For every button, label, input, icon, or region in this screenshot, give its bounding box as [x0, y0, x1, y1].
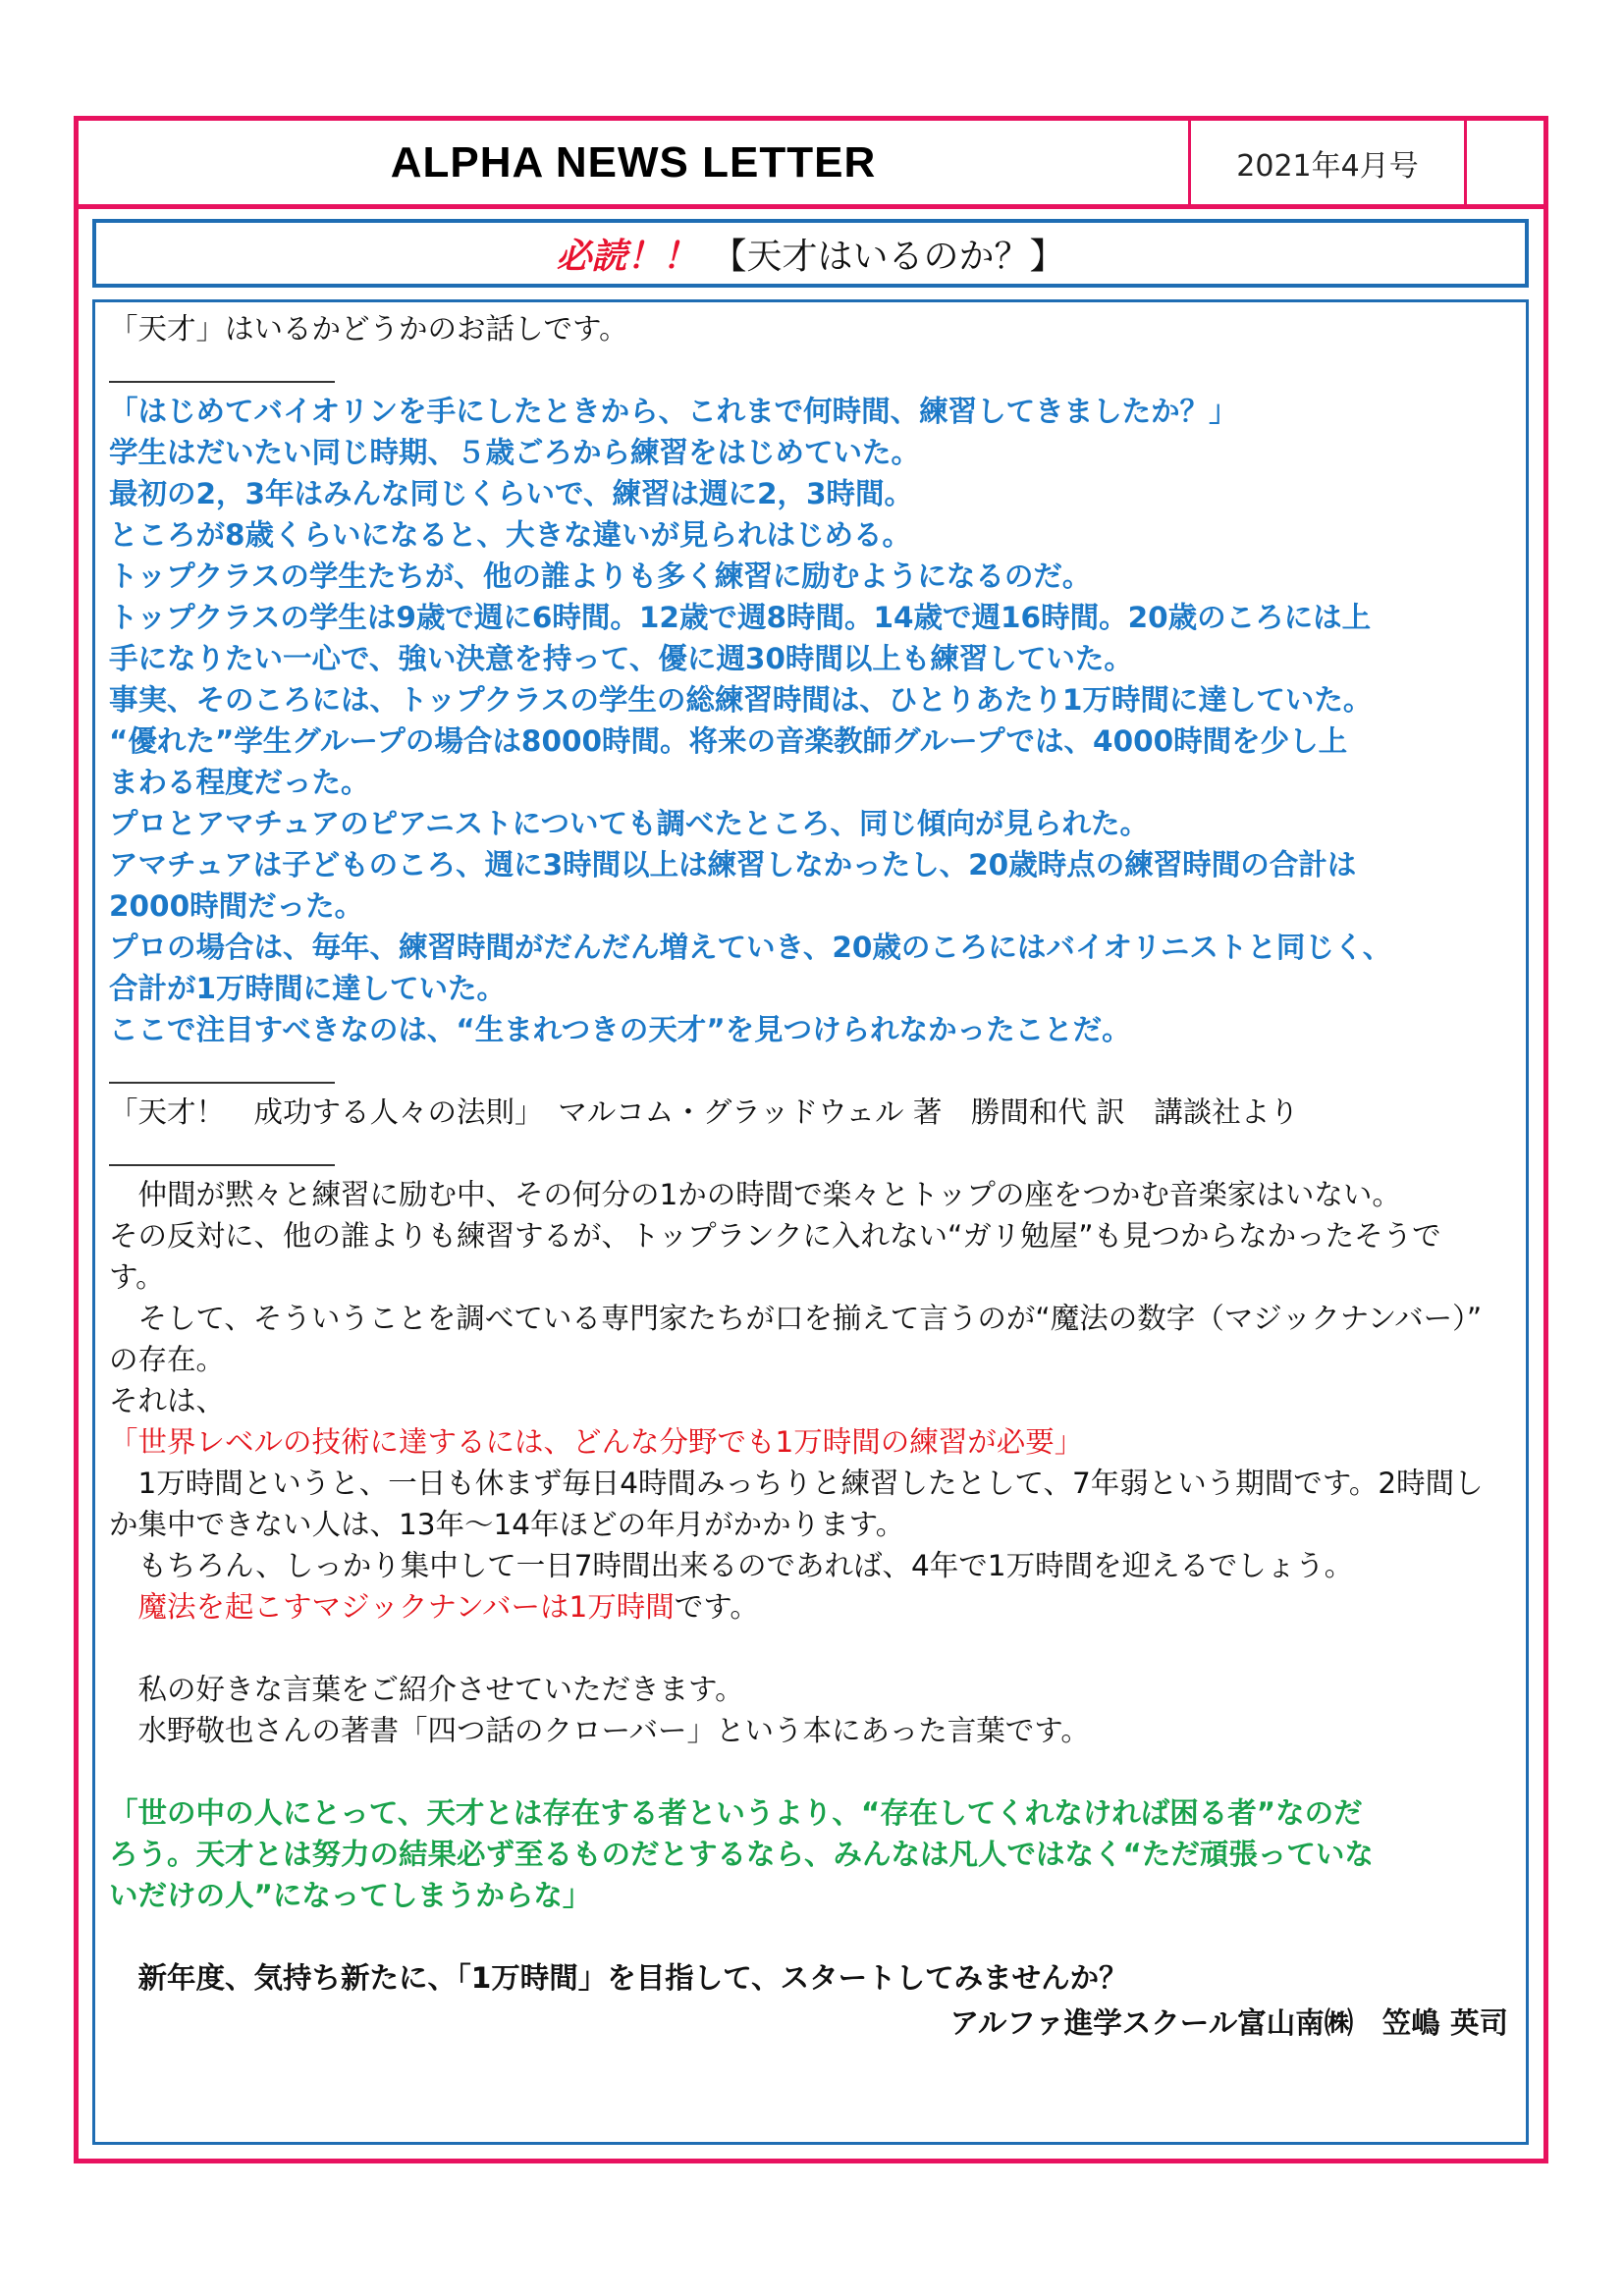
body-line: 1万時間というと、一日も休まず毎日4時間みっちりと練習したとして、7年弱という期間です。2時間し	[109, 1467, 1484, 1500]
favorite-words-line: 水野敬也さんの著書「四つ話のクローバー」という本にあった言葉です。	[109, 1714, 1090, 1747]
signature: アルファ進学スクール富山南㈱ 笠嶋 英司	[949, 2006, 1508, 2040]
body-line: 仲間が黙々と練習に励む中、その何分の1かの時間で楽々とトップの座をつかむ音楽家はいない。	[109, 1178, 1401, 1211]
separator-line	[109, 1133, 335, 1174]
spacer	[109, 1751, 1514, 1792]
magic-number-tail: です。	[674, 1590, 759, 1624]
intro-text: 「天才」はいるかどうかのお話しです。	[109, 312, 628, 346]
newsletter-title: ALPHA NEWS LETTER	[390, 137, 877, 187]
closing-message: 新年度、気持ち新たに、「1万時間」を目指して、スタートしてみませんか？	[109, 1961, 1128, 1995]
green-quote-line: いだけの人”になってしまうからな」	[109, 1879, 592, 1912]
issue-date: 2021年4月号	[1188, 121, 1467, 204]
green-quote-line: ろう。天才とは努力の結果必ず至るものだとするなら、みんなは凡人ではなく“ただ頑張っていな	[109, 1838, 1374, 1871]
header-blank-cell	[1467, 121, 1543, 204]
quote-line: 事実、そのころには、トップクラスの学生の総練習時間は、ひとりあたり1万時間に達していた。	[109, 683, 1373, 717]
quote-line: ここで注目すべきなのは、“生まれつきの天才”を見つけられなかったことだ。	[109, 1013, 1131, 1046]
newsletter-frame	[74, 116, 1548, 2163]
quote-line: アマチュアは子どものころ、週に3時間以上は練習しなかったし、20歳時点の練習時間の合計は	[109, 848, 1357, 881]
quote-line: 2000時間だった。	[109, 889, 364, 923]
body-line: す。	[109, 1260, 165, 1294]
green-quote-line: 「世の中の人にとって、天才とは存在する者というより、“存在してくれなければ困る者”なのだ	[109, 1796, 1363, 1830]
separator-line	[109, 1050, 335, 1092]
body-line: そして、そういうことを調べている専門家たちが口を揃えて言うのが“魔法の数字（マジックナンバー）”	[109, 1302, 1483, 1335]
quote-line: 学生はだいたい同じ時期、５歳ごろから練習をはじめていた。	[109, 436, 921, 469]
source-citation: 「天才！ 成功する人々の法則」 マルコム・グラッドウェル 著 勝間和代 訳 講談社より	[109, 1095, 1299, 1129]
ten-thousand-hour-rule: 「世界レベルの技術に達するには、どんな分野でも1万時間の練習が必要」	[109, 1425, 1084, 1459]
headline-box	[92, 219, 1529, 288]
separator-line	[109, 349, 335, 391]
spacer	[109, 1916, 1514, 1957]
body-line: の存在。	[109, 1343, 226, 1376]
quote-line: ところが8歳くらいになると、大きな違いが見られはじめる。	[109, 518, 912, 552]
header-bar	[79, 121, 1543, 209]
headline-topic: 【天才はいるのか？】	[711, 236, 1065, 277]
favorite-words-line: 私の好きな言葉をご紹介させていただきます。	[109, 1673, 744, 1706]
magic-number-line	[109, 1586, 1514, 1628]
quote-line: プロとアマチュアのピアニストについても調べたところ、同じ傾向が見られた。	[109, 807, 1150, 840]
body-line: それは、	[109, 1384, 226, 1417]
book-quote	[109, 391, 1514, 1050]
quote-line: まわる程度だった。	[109, 766, 370, 799]
magic-number-highlight: 魔法を起こすマジックナンバーは1万時間	[137, 1590, 675, 1624]
quote-line: 手になりたい一心で、強い決意を持って、優に週30時間以上も練習していた。	[109, 642, 1133, 675]
must-read-label: 必読！！	[556, 236, 698, 277]
quote-line: プロの場合は、毎年、練習時間がだんだん増えていき、20歳のころにはバイオリニストと同じく、	[109, 931, 1392, 964]
article-body	[92, 299, 1529, 2145]
body-line: その反対に、他の誰よりも練習するが、トップランクに入れない“ガリ勉屋”も見つからなかったそうで	[109, 1219, 1441, 1253]
quote-line: トップクラスの学生は9歳で週に6時間。12歳で週8時間。14歳で週16時間。20歳のころには上	[109, 601, 1372, 634]
quote-line: 「はじめてバイオリンを手にしたときから、これまで何時間、練習してきましたか？」	[109, 395, 1238, 428]
body-line: か集中できない人は、13年～14年ほどの年月がかかります。	[109, 1508, 905, 1541]
quote-line: トップクラスの学生たちが、他の誰よりも多く練習に励むようになるのだ。	[109, 560, 1092, 593]
quote-line: 合計が1万時間に達していた。	[109, 972, 507, 1005]
spacer	[109, 1628, 1514, 1669]
commentary	[109, 1174, 1514, 2044]
body-line: もちろん、しっかり集中して一日7時間出来るのであれば、4年で1万時間を迎えるでしょう。	[109, 1549, 1354, 1582]
quote-line: 最初の2，3年はみんな同じくらいで、練習は週に2，3時間。	[109, 477, 914, 510]
quote-line: “優れた”学生グループの場合は8000時間。将来の音楽教師グループでは、4000時間を少し上	[109, 724, 1348, 758]
